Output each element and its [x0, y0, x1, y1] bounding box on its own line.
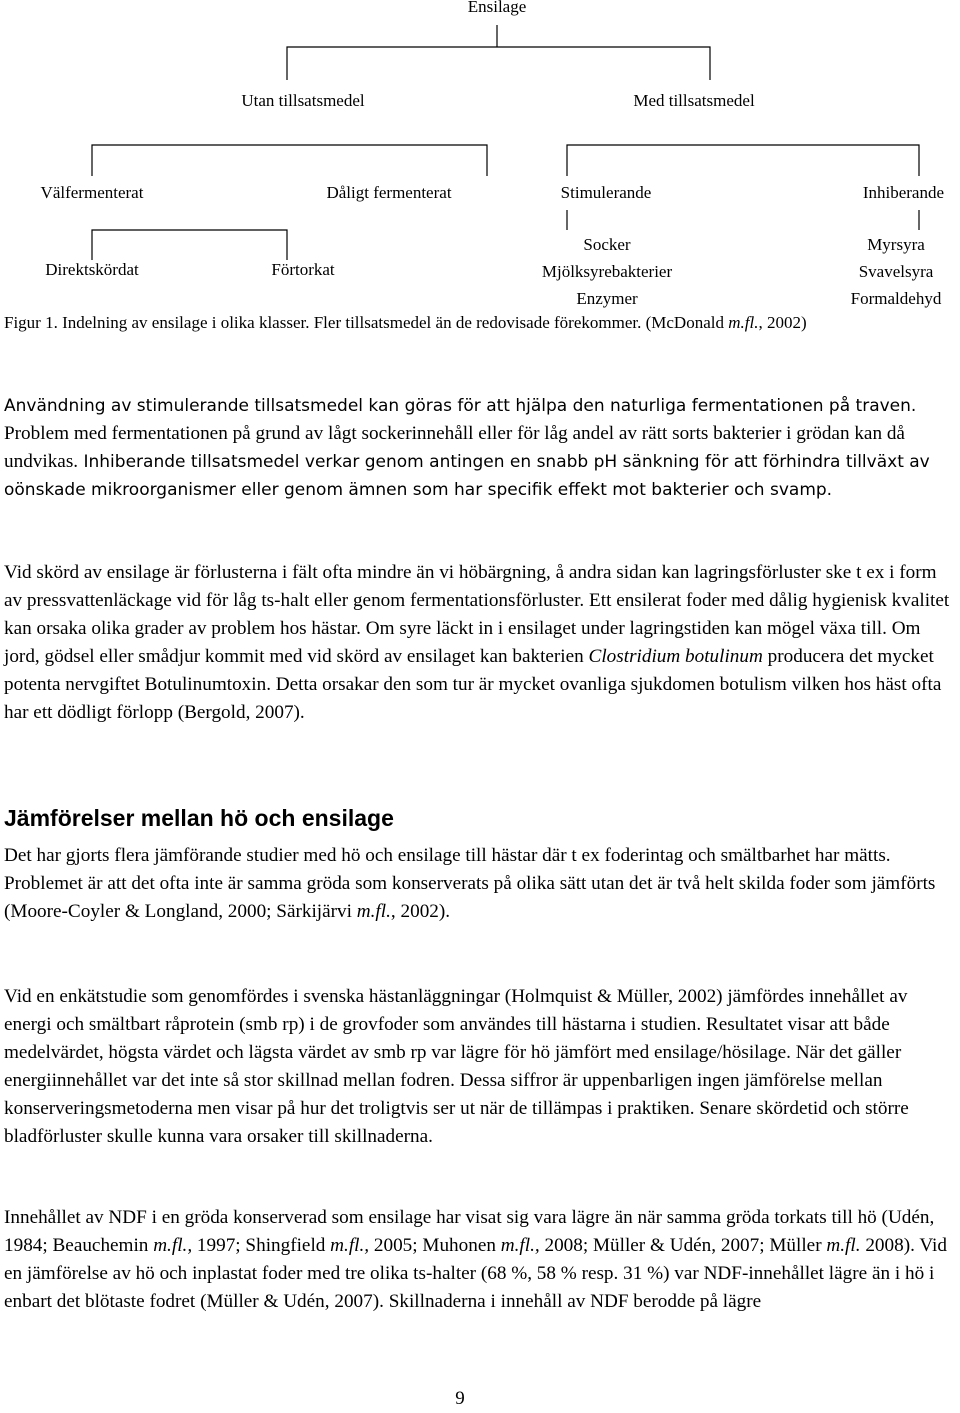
diagram-connectors [0, 0, 960, 300]
tree-socker: Socker [583, 235, 631, 254]
tree-inhiberande: Inhiberande [862, 183, 944, 202]
paragraph-ndf [4, 1204, 956, 1316]
tree-valfermenterat: Välfermenterat [40, 183, 144, 202]
connector-valfermenterat [92, 230, 287, 260]
p5-mfl-3: m.fl., [500, 1235, 540, 1256]
p3-mfl: m.fl. [356, 901, 391, 922]
figure-caption [4, 312, 807, 334]
p5-text-d: 2008; Müller & Udén, 2007; Müller [539, 1235, 827, 1256]
tree-formaldehyd: Formaldehyd [850, 289, 942, 308]
tree-utan-tillsatsmedel: Utan tillsatsmedel [241, 91, 365, 110]
caption-tail: , 2002) [758, 313, 807, 332]
p2-species: Clostridium botulinum [588, 646, 763, 667]
paragraph-enkatstudie: Vid en enkätstudie som genomfördes i svenska hästanläggningar (Holmquist & Müller, 2002) jämfördes innehållet av energi och smältbart råprotein (smb rp) i de grovfoder som användes till hästarna i studien. Resultatet visar att både medelvärdet, högsta värdet och lägsta värdet av smb rp var lägre för hö jämfört med ensilage/hösilage. När det gäller energiinnehållet var det inte så stor skillnad mellan fodren. Dessa siffror är uppenbarligen ingen jämförelse mellan konserveringsmetoderna men visar på hur det troligtvis ser ut när de tillämpas i praktiken. Senare skördetid och större bladförluster skulle kunna vara orsaker till skillnaderna. [4, 986, 909, 1147]
tree-enzymer: Enzymer [576, 289, 638, 308]
p2-text-a: Vid skörd av ensilage är förlusterna i fält ofta mindre än vi höbärgning, å andra sidan kan lagringsförluster ske t ex i form av pressvattenläckage vid för låg ts-halt eller genom fermentationsförluster. Ett ensilerat foder med dålig hygienisk kvalitet kan orsaka olika grader av problem hos hästar. Om syre läckt in i ensilaget under lagringstiden kan mögel växa till. Om jord, gödsel eller smådjur kommit med vid skörd av ensilaget kan bakterien [4, 562, 950, 667]
p1-sentence-1: Användning av stimulerande tillsatsmedel kan göras för att hjälpa den naturliga fermentationen på traven. [4, 396, 917, 416]
p2-text-b: producera det mycket potenta nervgiftet Botulinumtoxin. Detta orsakar den som tur är mycket ovanliga sjukdomen botulism vilken hos häst ofta har ett dödligt förlopp (Bergold, 2007). [4, 646, 942, 723]
tree-inhiberande-items [851, 231, 942, 312]
caption-italic: m.fl. [728, 313, 759, 332]
tree-med-tillsatsmedel: Med tillsatsmedel [633, 91, 755, 110]
tree-svavelsyra: Svavelsyra [858, 262, 934, 281]
tree-mjolksyrebakterier: Mjölksyrebakterier [541, 262, 673, 281]
section-heading: Jämförelser mellan hö och ensilage [4, 805, 394, 831]
p5-mfl-4: m.fl. [826, 1235, 861, 1256]
tree-myrsyra: Myrsyra [867, 235, 925, 254]
caption-text: Figur 1. Indelning av ensilage i olika klasser. Fler tillsatsmedel än de redovisade förekommer. (McDonald [4, 313, 729, 332]
p5-text-c: 2005; Muhonen [369, 1235, 501, 1256]
p5-mfl-1: m.fl., [153, 1235, 193, 1256]
p3-text-a: Det har gjorts flera jämförande studier med hö och ensilage till hästar där t ex foderintag och smältbarhet har mätts. Problemet är att det ofta inte är samma gröda som konserverats på olika sätt utan det är två helt skilda foder som jämförts (Moore-Coyler & Longland, 2000; Särkijärvi [4, 845, 936, 922]
p1-sentence-2: Problem med fermentationen på grund av lågt sockerinnehåll eller för låg andel av rätt sorts bakterier i grödan kan då undvikas. [4, 423, 905, 472]
p5-text-b: 1997; Shingfield [192, 1235, 331, 1256]
tree-direktskordat: Direktskördat [45, 260, 139, 279]
tree-stimulerande: Stimulerande [560, 183, 652, 202]
tree-stimulerande-items [542, 231, 672, 312]
paragraph-jamforande-studier [4, 842, 956, 926]
connector-level1 [287, 47, 710, 80]
p5-text-e: 2008). Vid en jämförelse av hö och inplastat foder med tre olika ts-halter (68 %, 58 % resp. 31 %) var NDF-innehållet lägre än i hö i enbart det blötaste fodret (Müller & Udén, 2007). Skillnaderna i innehåll av NDF berodde på lägre [4, 1235, 947, 1312]
p5-mfl-2: m.fl., [330, 1235, 370, 1256]
p1-sentence-3: Inhiberande tillsatsmedel verkar genom antingen en snabb pH sänkning för att förhindra tillväxt av oönskade mikroorganismer eller genom ämnen som har specifik effekt mot bakterier och svamp. [4, 452, 930, 500]
connector-med [567, 145, 919, 176]
tree-daligt-fermenterat: Dåligt fermenterat [326, 183, 452, 202]
paragraph-forluster [4, 559, 956, 727]
page-number: 9 [455, 1388, 465, 1409]
connector-utan [92, 145, 487, 176]
p3-text-b: , 2002). [390, 901, 451, 922]
paragraph-tillsatsmedel [4, 392, 956, 504]
tree-fortorkat: Förtorkat [271, 260, 335, 279]
tree-root: Ensilage [467, 0, 527, 16]
p5-text-a: Innehållet av NDF i en gröda konserverad som ensilage har visat sig vara lägre än när samma gröda torkats till hö (Udén, 1984; Beauchemin [4, 1207, 935, 1256]
